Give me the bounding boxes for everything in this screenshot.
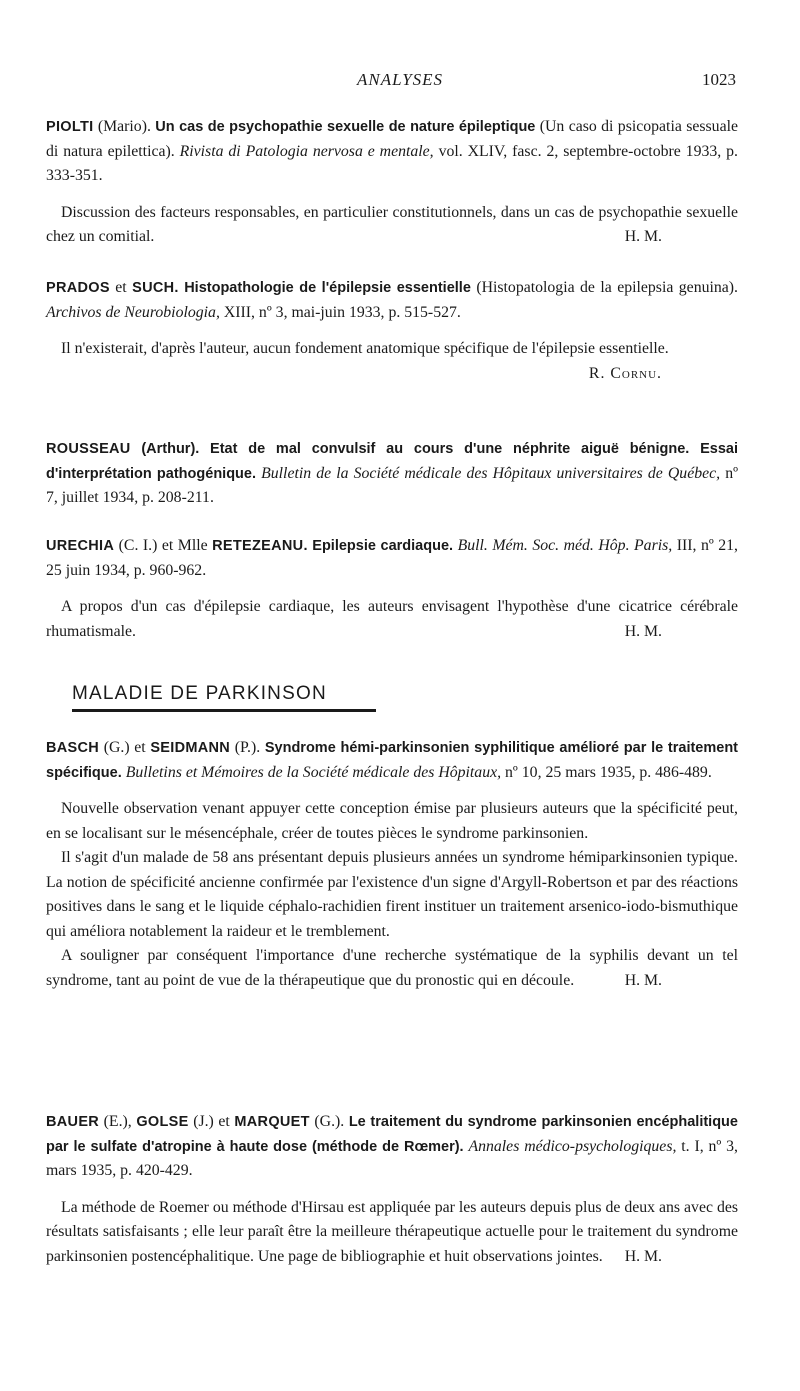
author-name: MARQUET — [234, 1114, 310, 1130]
citation: ROUSSEAU (Arthur). Etat de mal convulsif au cours d'une néphrite aiguë bénigne. Essai d'interprétation pathogénique. Bulletin de la Société médicale des Hôpitaux universitaires de Québec, nº 7, juillet 1934, p. 208-211. — [46, 441, 738, 506]
citation: URECHIA (C. I.) et Mlle RETEZEANU. Epilepsie cardiaque. Bull. Mém. Soc. méd. Hôp. Paris, III, nº 21, 25 juin 1934, p. 960-962. — [46, 537, 738, 579]
journal-name: Rivista di Patologia nervosa e mentale, — [179, 142, 434, 160]
author-name: URECHIA — [46, 538, 115, 554]
summary — [46, 201, 738, 250]
article-title: Histopathologie de l'épilepsie essentielle — [184, 280, 471, 296]
author-name: SEIDMANN — [150, 740, 231, 756]
summary-paragraph: Il n'existerait, d'après l'auteur, aucun fondement anatomique spécifique de l'épilepsie essentielle. R. Cornu. — [46, 337, 738, 362]
summary — [46, 595, 738, 644]
running-title: ANALYSES — [356, 70, 444, 89]
summary-paragraph: La méthode de Roemer ou méthode d'Hirsau est appliquée par les auteurs depuis plus de deux ans avec des résultats satisfaisants ; elle leur paraît être la meilleure thérapeutique actuelle pour le traitement du syndrome parkinsonien postencéphalitique. Une page de bibliographie et huit observations jointes. H. M. — [46, 1196, 738, 1270]
author-name: ROUSSEAU — [46, 441, 131, 457]
reviewer-signature: H. M. — [624, 971, 662, 989]
page-number: 1023 — [702, 70, 736, 89]
journal-name: Bull. Mém. Soc. méd. Hôp. Paris, — [457, 537, 673, 554]
author-name: PRADOS — [46, 280, 110, 296]
article-title: Le traitement du syndrome parkinsonien encéphalitique par le sulfate d'atropine à haute dose (méthode de Rœmer). — [46, 1114, 738, 1155]
reviewer-signature: R. Cornu. — [588, 364, 662, 382]
reviewer-signature: H. M. — [624, 622, 662, 640]
citation: PRADOS et SUCH. Histopathologie de l'épilepsie essentielle (Histopatologia de la epilepsia genuina). Archivos de Neurobiologia, XIII, nº 3, mai-juin 1933, p. 515-527. — [46, 279, 739, 321]
section-heading: MALADIE DE PARKINSON — [72, 683, 327, 704]
author-name: PIOLTI — [46, 119, 94, 135]
bibliographic-entry — [46, 437, 738, 511]
journal-name: Archivos de Neurobiologia, — [46, 303, 220, 321]
bibliographic-entry — [46, 534, 738, 644]
summary — [46, 337, 738, 382]
journal-name: Bulletins et Mémoires de la Société médicale des Hôpitaux, — [125, 763, 502, 781]
article-title: Etat de mal convulsif au cours d'une néphrite aiguë bénigne. Essai d'interprétation pathogénique. — [46, 441, 738, 482]
article-title: Syndrome hémi-parkinsonien syphilitique amélioré par le traitement spécifique. — [46, 740, 739, 781]
author-name: SUCH. — [132, 280, 179, 296]
summary-paragraph: Il s'agit d'un malade de 58 ans présentant depuis plusieurs années un syndrome hémiparkinsonien typique. La notion de spécificité ancienne confirmée par l'existence d'un signe d'Argyll-Robertson et par des réactions positives dans le sang et le liquide céphalo-rachidien firent instituer un traitement arsenico-iodo-bismuthique qui améliora notablement la raideur et le tremblement. — [46, 849, 738, 940]
summary-paragraph: Nouvelle observation venant appuyer cette conception émise par plusieurs auteurs que la spécificité peut, en se localisant sur le mésencéphale, créer de toutes pièces le syndrome parkinsonien. — [46, 800, 738, 842]
reviewer-signature: H. M. — [624, 228, 662, 245]
summary-paragraph: Discussion des facteurs responsables, en particulier constitutionnels, dans un cas de psychopathie sexuelle chez un comitial. H. M. — [46, 201, 738, 250]
bibliographic-entry — [46, 736, 738, 993]
citation: BASCH (G.) et SEIDMANN (P.). Syndrome hémi-parkinsonien syphilitique amélioré par le traitement spécifique. Bulletins et Mémoires de la Société médicale des Hôpitaux, nº 10, 25 mars 1935, p. 486-489. — [46, 739, 739, 781]
journal-name: Annales médico-psychologiques, — [468, 1137, 677, 1155]
citation: PIOLTI (Mario). Un cas de psychopathie sexuelle de nature épileptique (Un caso di psicopatia sessuale di natura epilettica). Rivista di Patologia nervosa e mentale, vol. XLIV, fasc. 2, septembre-octobre 1933, p. 333-351. — [46, 118, 738, 184]
bibliographic-entry — [46, 276, 738, 386]
summary — [46, 1196, 738, 1270]
author-name: BASCH — [46, 740, 100, 756]
author-name: BAUER — [46, 1114, 100, 1130]
summary-paragraph: A souligner par conséquent l'importance d'une recherche systématique de la syphilis devant un tel syndrome, tant au point de vue de la thérapeutique que du pronostic qui en découle. H. M. — [46, 944, 738, 993]
reviewer-signature: H. M. — [624, 1247, 662, 1265]
bibliographic-entry — [46, 115, 738, 250]
running-header — [0, 70, 800, 98]
section-underline — [72, 709, 376, 712]
author-name: RETEZEANU. — [212, 538, 308, 554]
summary — [46, 797, 738, 993]
citation: BAUER (E.), GOLSE (J.) et MARQUET (G.). Le traitement du syndrome parkinsonien encéphalitique par le sulfate d'atropine à haute dose (méthode de Rœmer). Annales médico-psychologiques, t. I, nº 3, mars 1935, p. 420-429. — [46, 1113, 739, 1179]
bibliographic-entry — [46, 1110, 738, 1269]
author-name: GOLSE — [136, 1114, 189, 1130]
article-title: Epilepsie cardiaque. — [312, 538, 454, 554]
summary-paragraph: A propos d'un cas d'épilepsie cardiaque, les auteurs envisagent l'hypothèse d'une cicatrice cérébrale rhumatismale. H. M. — [46, 595, 738, 644]
article-title: Un cas de psychopathie sexuelle de nature épileptique — [155, 119, 536, 135]
journal-name: Bulletin de la Société médicale des Hôpitaux universitaires de Québec, — [261, 464, 721, 482]
